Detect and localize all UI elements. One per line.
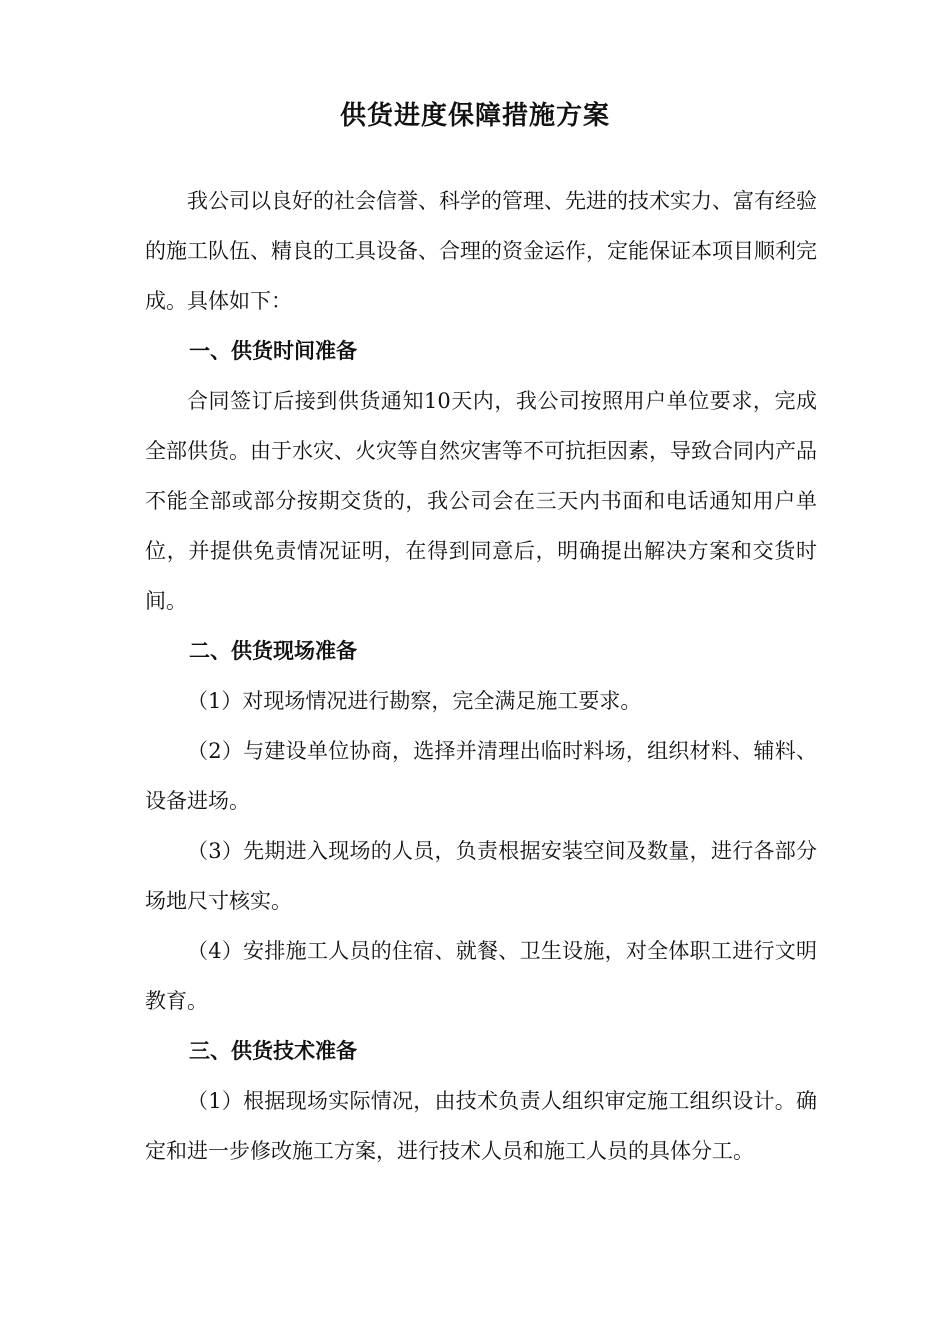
section-2-item-3: （3）先期进入现场的人员，负责根据安装空间及数量，进行各部分场地尺寸核实。 (145, 839, 817, 913)
intro-paragraph: 我公司以良好的社会信誉、科学的管理、先进的技术实力、富有经验的施工队伍、精良的工具设备、合理的资金运作，定能保证本项目顺利完成。具体如下： (145, 189, 817, 313)
section-2-heading: 二、供货现场准备 (189, 638, 357, 663)
document-title: 供货进度保障措施方案 (339, 101, 610, 131)
section-2-item-2: （2）与建设单位协商，选择并清理出临时料场，组织材料、辅料、设备进场。 (145, 739, 817, 813)
section-1-paragraph: 合同签订后接到供货通知10天内，我公司按照用户单位要求，完成全部供货。由于水灾、火灾等自然灾害等不可抗拒因素，导致合同内产品不能全部或部分按期交货的，我公司会在三天内书面和电话通知用户单位，并提供免责情况证明，在得到同意后，明确提出解决方案和交货时间。 (145, 389, 817, 613)
section-1-heading: 一、供货时间准备 (189, 338, 357, 363)
section-2-item-4: （4）安排施工人员的住宿、就餐、卫生设施，对全体职工进行文明教育。 (145, 939, 817, 1013)
section-2-item-1: （1）对现场情况进行勘察，完全满足施工要求。 (187, 689, 642, 713)
document-body (145, 176, 817, 1176)
section-3-heading: 三、供货技术准备 (189, 1038, 357, 1063)
section-3-item-1: （1）根据现场实际情况，由技术负责人组织审定施工组织设计。确定和进一步修改施工方案，进行技术人员和施工人员的具体分工。 (145, 1089, 817, 1163)
